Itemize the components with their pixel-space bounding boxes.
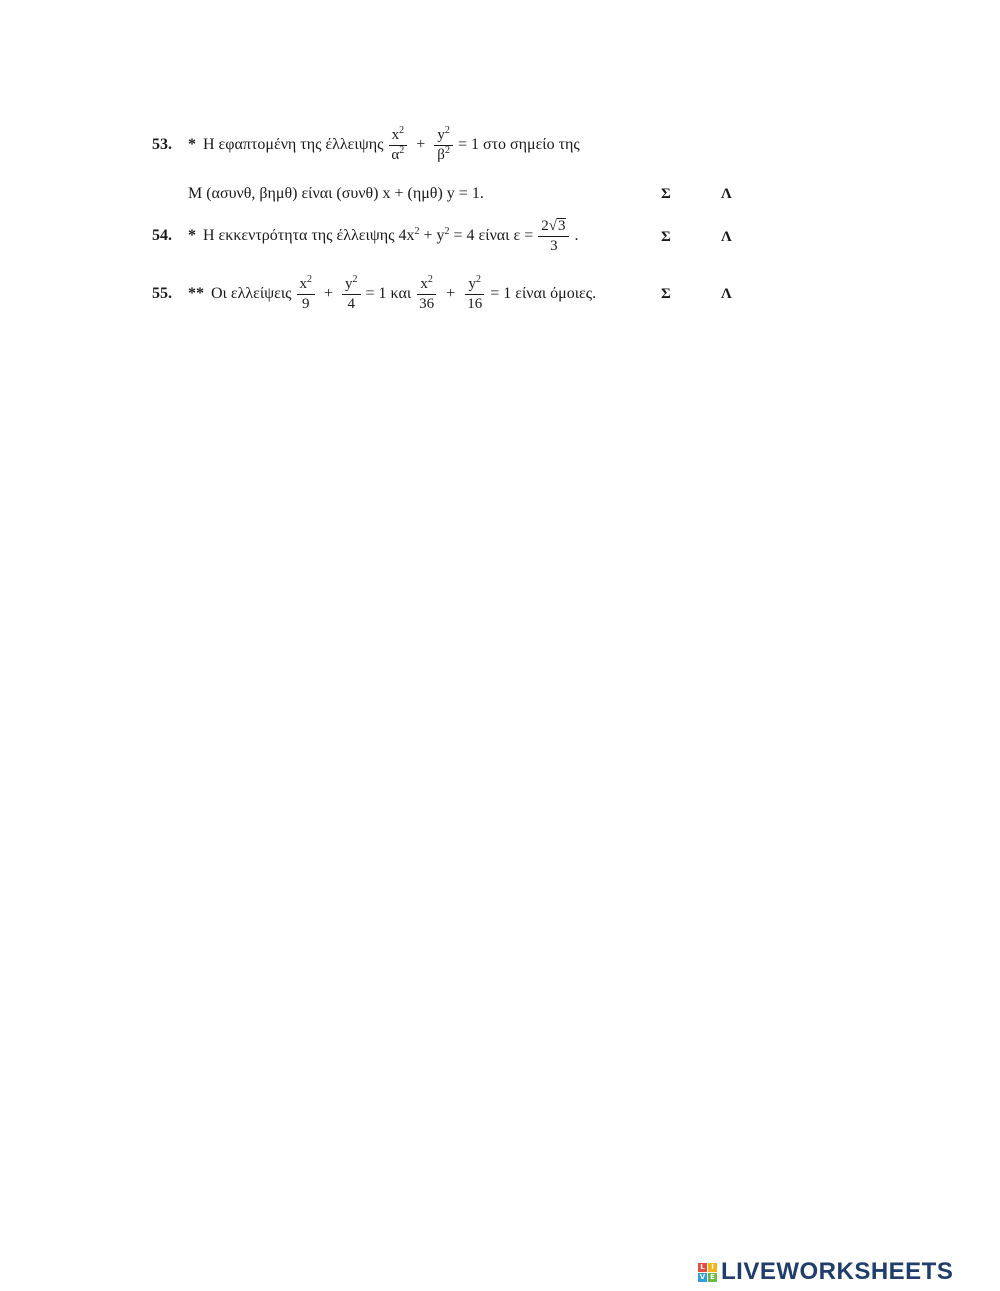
false-option-54[interactable]: Λ bbox=[721, 229, 732, 245]
question-55 bbox=[152, 270, 742, 318]
fraction-x2-9: $\frac{x^2}{9}$ bbox=[297, 277, 316, 312]
question-54 bbox=[152, 213, 742, 259]
true-option-53[interactable]: Σ bbox=[661, 186, 671, 202]
question-53 bbox=[152, 120, 742, 170]
fraction-y2-4: $\frac{y^2}{4}$ bbox=[342, 277, 361, 312]
false-option-53[interactable]: Λ bbox=[721, 186, 732, 202]
fraction-y2-b2: $\frac{y^2}{\beta^2}$ bbox=[434, 128, 453, 163]
fraction-y2-16: $\frac{y^2}{16}$ bbox=[467, 273, 483, 312]
question-number: 55. bbox=[152, 285, 172, 302]
false-option-55[interactable]: Λ bbox=[721, 286, 732, 302]
difficulty-marker: * bbox=[188, 227, 196, 244]
logo-tile-l: L bbox=[698, 1263, 707, 1272]
difficulty-marker: ** bbox=[188, 285, 204, 302]
true-option-55[interactable]: Σ bbox=[661, 286, 671, 302]
logo-tile-e: E bbox=[708, 1273, 717, 1282]
fraction-x2-a2: $\frac{x^2}{\alpha^2}$ bbox=[388, 128, 407, 163]
plus-sign: + bbox=[446, 285, 456, 302]
question-text: Οι ελλείψεις bbox=[211, 285, 292, 302]
question-text-tail: = 1 είναι όμοιες. bbox=[490, 285, 597, 302]
question-text: Η εφαπτομένη της έλλειψης bbox=[203, 136, 384, 153]
logo-tile-v: V bbox=[699, 1272, 706, 1281]
sqrt-symbol: √ 3 bbox=[548, 218, 566, 234]
logo-icon bbox=[698, 1263, 717, 1282]
true-option-54[interactable]: Σ bbox=[661, 229, 671, 245]
brand-name: LIVEWORKSHEETS bbox=[721, 1258, 954, 1285]
fraction-x2-36: $\frac{x^2}{36}$ bbox=[419, 273, 435, 312]
question-number: 53. bbox=[152, 136, 172, 153]
question-text-tail: = 1 στο σημείο της bbox=[457, 136, 580, 153]
question-text: Η εκκεντρότητα της έλλειψης $4x^2 + y^2 = 4$ είναι ε = bbox=[203, 226, 534, 244]
question-number: 54. bbox=[152, 227, 172, 244]
logo-tile-i: I bbox=[708, 1263, 717, 1272]
liveworksheets-logo[interactable] bbox=[698, 1258, 953, 1286]
question-53-line2 bbox=[152, 184, 742, 204]
fraction-2sqrt3-over-3: 2 √ 3 3 bbox=[538, 218, 569, 254]
difficulty-marker: * bbox=[188, 136, 196, 153]
question-text-tail: . bbox=[574, 227, 579, 244]
question-text-mid: = 1 και bbox=[365, 285, 412, 302]
plus-sign: + bbox=[324, 285, 334, 302]
question-text-line2: Μ (ασυνθ, βημθ) είναι (συνθ) x + (ημθ) y = 1. bbox=[188, 185, 484, 202]
plus-sign: + bbox=[416, 136, 426, 153]
